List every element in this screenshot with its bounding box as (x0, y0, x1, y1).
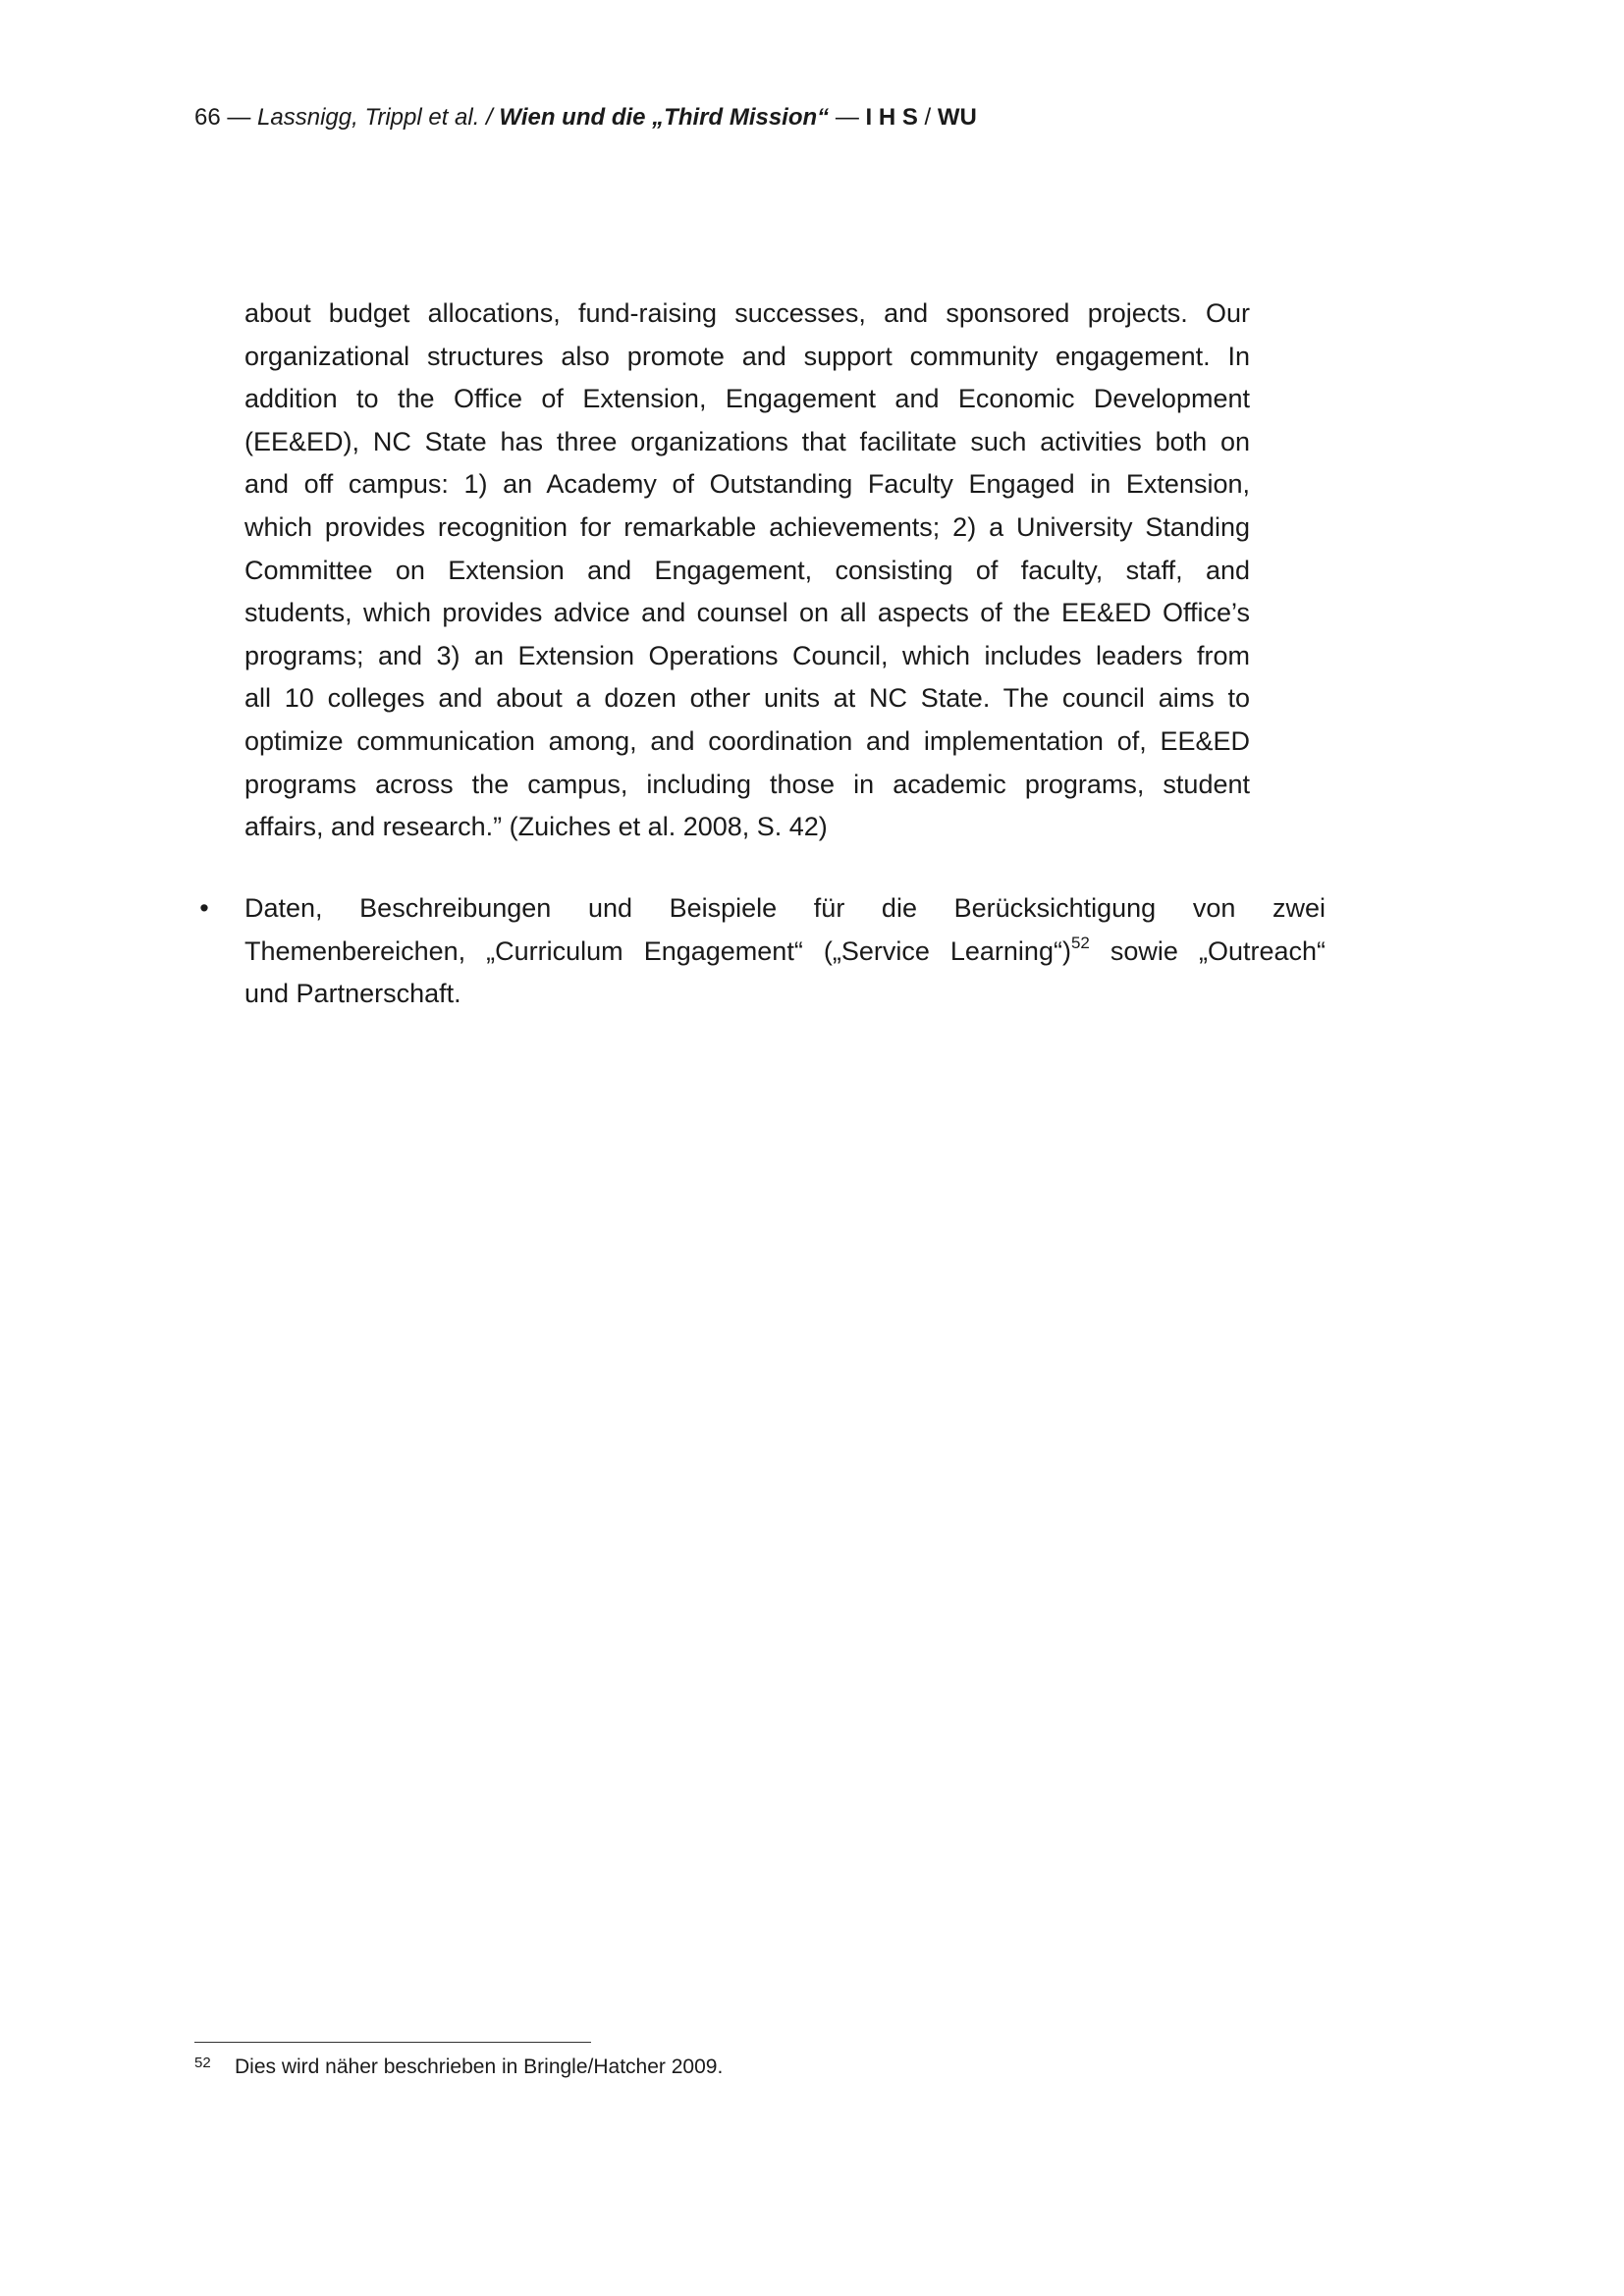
quote-line: about budget allocations, fund-raising successes, and sponsored projects. Our (244, 298, 1250, 328)
footnote-text: Dies wird näher beschrieben in Bringle/Hatcher 2009. (235, 2056, 724, 2078)
quote-line: and off campus: 1) an Academy of Outstanding Faculty Engaged in Extension, (244, 469, 1250, 500)
bullet-line-part: sowie „Outreach“ (1089, 935, 1326, 966)
quote-line: Committee on Extension and Engagement, consisting of faculty, staff, and (244, 555, 1250, 585)
bullet-line: und Partnerschaft. (244, 979, 461, 1009)
quote-line: (EE&ED), NC State has three organizations that facilitate such activities both on (244, 426, 1250, 456)
header-dash: — (220, 104, 258, 131)
header-institution-2: WU (937, 104, 977, 131)
running-header (194, 102, 977, 133)
footnote-divider (194, 2042, 591, 2043)
header-institution: I H S (865, 104, 918, 131)
quote-line: addition to the Office of Extension, Engagement and Economic Development (244, 384, 1250, 414)
quote-line: students, which provides advice and counsel on all aspects of the EE&ED Office’s (244, 598, 1250, 628)
quote-line: programs; and 3) an Extension Operations Council, which includes leaders from (244, 640, 1250, 670)
page-number: 66 (194, 104, 221, 131)
bullet-line (244, 931, 1326, 974)
quote-line: all 10 colleges and about a dozen other units at NC State. The council aims to (244, 683, 1250, 714)
bullet-icon: • (199, 893, 209, 923)
header-authors: Lassnigg, Trippl et al. / (257, 104, 500, 131)
footnote-reference[interactable]: 52 (1070, 933, 1090, 952)
bullet-line-part: Themenbereichen, „Curriculum Engagement“ („Service Learning“) (244, 935, 1071, 966)
bullet-line: Daten, Beschreibungen und Beispiele für die Berücksichtigung von zwei (244, 893, 1326, 923)
footnote-number: 52 (194, 2055, 211, 2071)
header-separator: / (917, 104, 938, 131)
header-title: Wien und die „Third Mission“ (499, 104, 830, 131)
block-quote (244, 293, 1250, 849)
quote-line: affairs, and research.” (Zuiches et al. 2008, S. 42) (244, 812, 828, 842)
quote-line: programs across the campus, including those in academic programs, student (244, 769, 1250, 799)
quote-line: organizational structures also promote and support community engagement. In (244, 341, 1250, 371)
quote-line: which provides recognition for remarkable achievements; 2) a University Standing (244, 511, 1250, 542)
header-dash: — (829, 104, 866, 131)
quote-line: optimize communication among, and coordination and implementation of, EE&ED (244, 725, 1250, 756)
bullet-text (244, 887, 1326, 1016)
